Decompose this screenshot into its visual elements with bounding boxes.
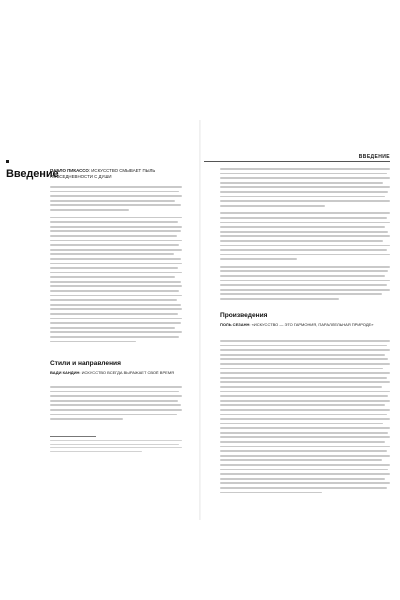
right-page	[204, 150, 400, 510]
running-head-rule	[204, 161, 390, 162]
running-head: ВВЕДЕНИЕ	[358, 154, 390, 160]
works-epigraph	[220, 322, 380, 328]
works-epigraph-text: : «ИСКУССТВО — ЭТО ГАРМОНИЯ, ПАРАЛЛЕЛЬНАЯ ПРИРОДЕ»	[249, 322, 374, 327]
section-title: Введение	[6, 168, 59, 180]
footnote	[50, 440, 182, 454]
page-marker	[6, 160, 9, 163]
subheading-epigraph-author: ВАДИ КАНДИН	[50, 370, 80, 375]
body-text-intro	[50, 186, 182, 345]
body-text-works	[220, 340, 390, 496]
epigraph	[50, 168, 180, 180]
works-epigraph-author: ПОЛЬ СЕЗАНН	[220, 322, 250, 327]
page-gutter	[199, 120, 201, 520]
epigraph-author: ПАБЛО ПИКАССО	[50, 168, 89, 173]
body-text-styles	[50, 386, 182, 423]
subheading-epigraph-text: : ИСКУССТВО ВСЕГДА ВЫРАЖАЕТ СВОЁ ВРЕМЯ	[79, 370, 175, 375]
epigraph-text: : ИСКУССТВО СМЫВАЕТ ПЫЛЬ ПОВСЕДНЕВНОСТИ С ДУШИ	[50, 168, 156, 179]
subheading-epigraph	[50, 370, 180, 376]
subheading-works: Произведения	[220, 312, 268, 319]
subheading-styles: Стили и направления	[50, 360, 121, 367]
left-page	[0, 150, 196, 510]
footnote-rule	[50, 436, 96, 437]
body-text-continued	[220, 168, 390, 303]
